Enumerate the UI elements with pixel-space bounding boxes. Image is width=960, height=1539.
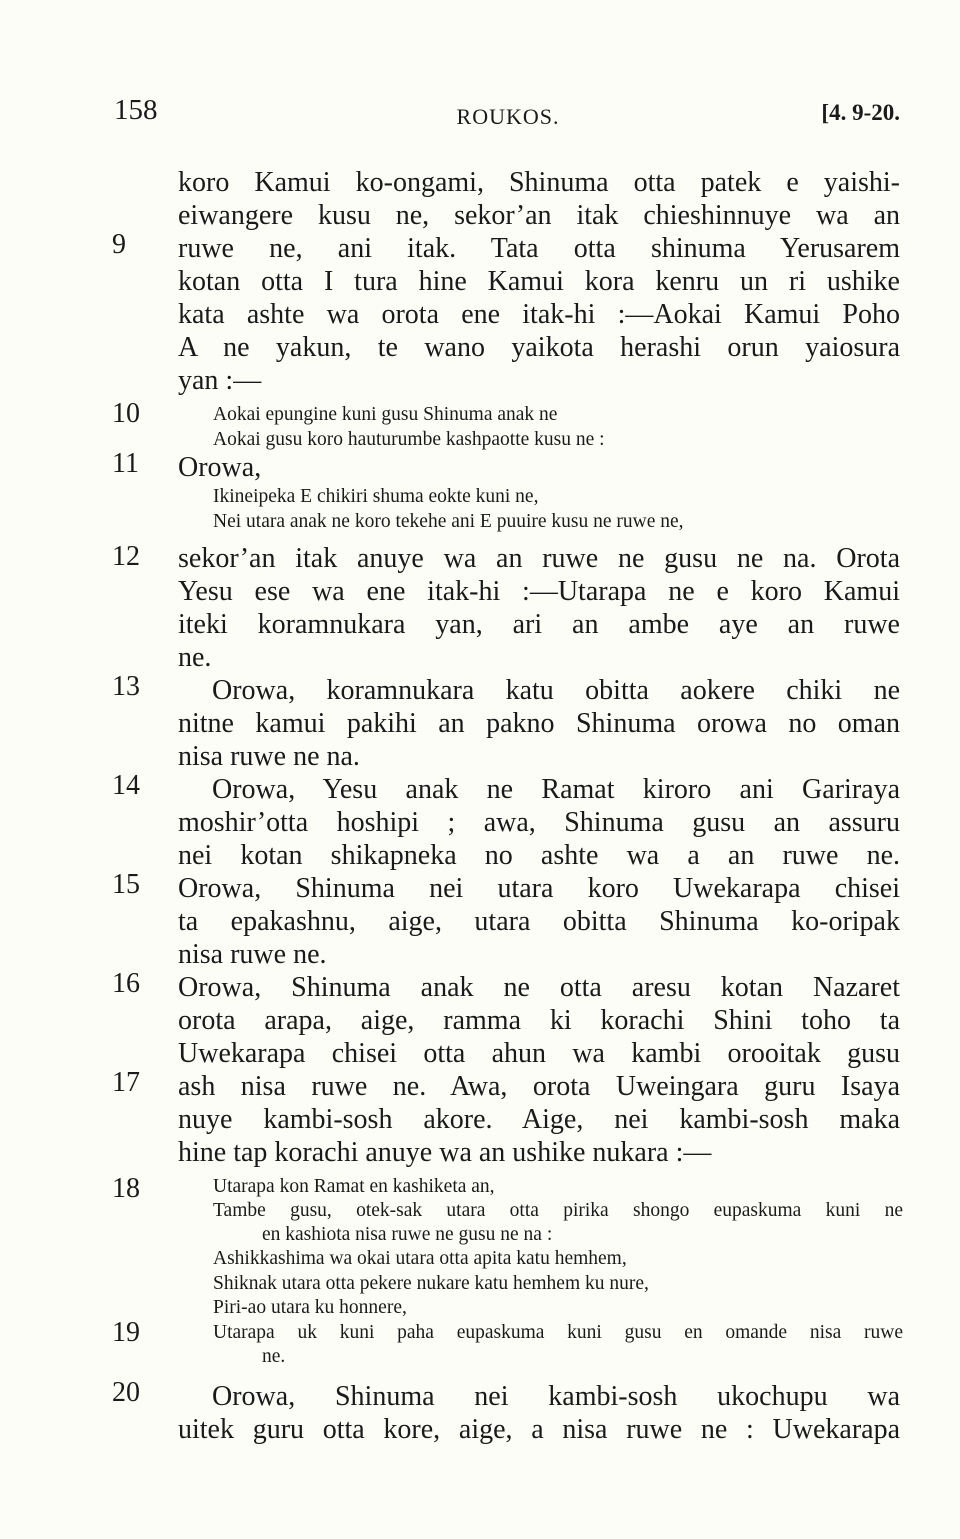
text-line: eiwangere kusu ne, sekor’an itak chieshinnuye wa an [178, 200, 900, 231]
text-line: nitne kamui pakihi an pakno Shinuma orowa no oman [178, 708, 900, 739]
verse-number: 13 [112, 671, 140, 702]
verse-number: 14 [112, 770, 140, 801]
text-line: A ne yakun, te wano yaikota herashi orun yaiosura [178, 332, 900, 363]
verse-number: 10 [112, 398, 140, 429]
poem-line: en kashiota nisa ruwe ne gusu ne na : [262, 1224, 553, 1245]
poem-line: ne. [262, 1346, 286, 1367]
text-line: yan :— [178, 365, 262, 396]
poem-line: Nei utara anak ne koro tekehe ani E puuire kusu ne ruwe ne, [213, 511, 684, 532]
running-title: ROUKOS. [456, 104, 560, 129]
text-line: moshir’otta hoshipi ; awa, Shinuma gusu an assuru [178, 807, 900, 838]
poem-line: Tambe gusu, otek-sak utara otta pirika shongo eupaskuma kuni ne [213, 1200, 903, 1221]
poem-line: Ikineipeka E chikiri shuma eokte kuni ne, [213, 486, 539, 507]
text-line: koro Kamui ko-ongami, Shinuma otta patek e yaishi- [178, 167, 900, 198]
verse-number: 17 [112, 1067, 140, 1098]
text-line: sekor’an itak anuye wa an ruwe ne gusu ne na. Orota [178, 543, 900, 574]
text-line: Uwekarapa chisei otta ahun wa kambi orooitak gusu [178, 1038, 900, 1069]
verse-number: 11 [112, 448, 139, 479]
text-line: Orowa, [178, 452, 262, 483]
text-line: kotan otta I tura hine Kamui kora kenru un ri ushike [178, 266, 900, 297]
text-line: ash nisa ruwe ne. Awa, orota Uweingara guru Isaya [178, 1071, 900, 1102]
text-line: Orowa, koramnukara katu obitta aokere chiki ne [212, 675, 900, 706]
chapter-verse-reference: [4. 9-20. [821, 100, 900, 125]
text-line: orota arapa, aige, ramma ki korachi Shini toho ta [178, 1005, 900, 1036]
text-line: ta epakashnu, aige, utara obitta Shinuma ko-oripak [178, 906, 900, 937]
text-line: nuye kambi-sosh akore. Aige, nei kambi-sosh maka [178, 1104, 900, 1135]
page-header [0, 94, 960, 134]
poem-line: Aokai epungine kuni gusu Shinuma anak ne [213, 404, 558, 425]
text-line: kata ashte wa orota ene itak-hi :—Aokai Kamui Poho [178, 299, 900, 330]
verse-number: 12 [112, 541, 140, 572]
verse-number: 15 [112, 869, 140, 900]
verse-number: 16 [112, 968, 140, 999]
poem-line: Aokai gusu koro hauturumbe kashpaotte kusu ne : [213, 429, 605, 450]
verse-number: 9 [112, 229, 126, 260]
text-line: ruwe ne, ani itak. Tata otta shinuma Yerusarem [178, 233, 900, 264]
poem-line: Utarapa kon Ramat en kashiketa an, [213, 1176, 495, 1197]
poem-line: Ashikkashima wa okai utara otta apita katu hemhem, [213, 1248, 627, 1269]
text-line: uitek guru otta kore, aige, a nisa ruwe ne : Uwekarapa [178, 1414, 900, 1445]
poem-line: Piri-ao utara ku honnere, [213, 1297, 407, 1318]
page-number: 158 [114, 94, 158, 126]
text-line: nei kotan shikapneka no ashte wa a an ruwe ne. [178, 840, 900, 871]
text-line: Orowa, Shinuma anak ne otta aresu kotan Nazaret [178, 972, 900, 1003]
text-line: Orowa, Shinuma nei kambi-sosh ukochupu wa [212, 1381, 900, 1412]
poem-line: Utarapa uk kuni paha eupaskuma kuni gusu en omande nisa ruwe [213, 1322, 903, 1343]
text-line: ne. [178, 642, 212, 673]
text-line: nisa ruwe ne. [178, 939, 327, 970]
text-line: iteki koramnukara yan, ari an ambe aye an ruwe [178, 609, 900, 640]
verse-number: 19 [112, 1317, 140, 1348]
text-line: nisa ruwe ne na. [178, 741, 360, 772]
text-line: Orowa, Shinuma nei utara koro Uwekarapa chisei [178, 873, 900, 904]
text-line: Orowa, Yesu anak ne Ramat kiroro ani Gariraya [212, 774, 900, 805]
poem-line: Shiknak utara otta pekere nukare katu hemhem ku nure, [213, 1273, 649, 1294]
verse-number: 18 [112, 1173, 140, 1204]
verse-number: 20 [112, 1377, 140, 1408]
text-line: Yesu ese wa ene itak-hi :—Utarapa ne e koro Kamui [178, 576, 900, 607]
text-line: hine tap korachi anuye wa an ushike nukara :— [178, 1137, 712, 1168]
